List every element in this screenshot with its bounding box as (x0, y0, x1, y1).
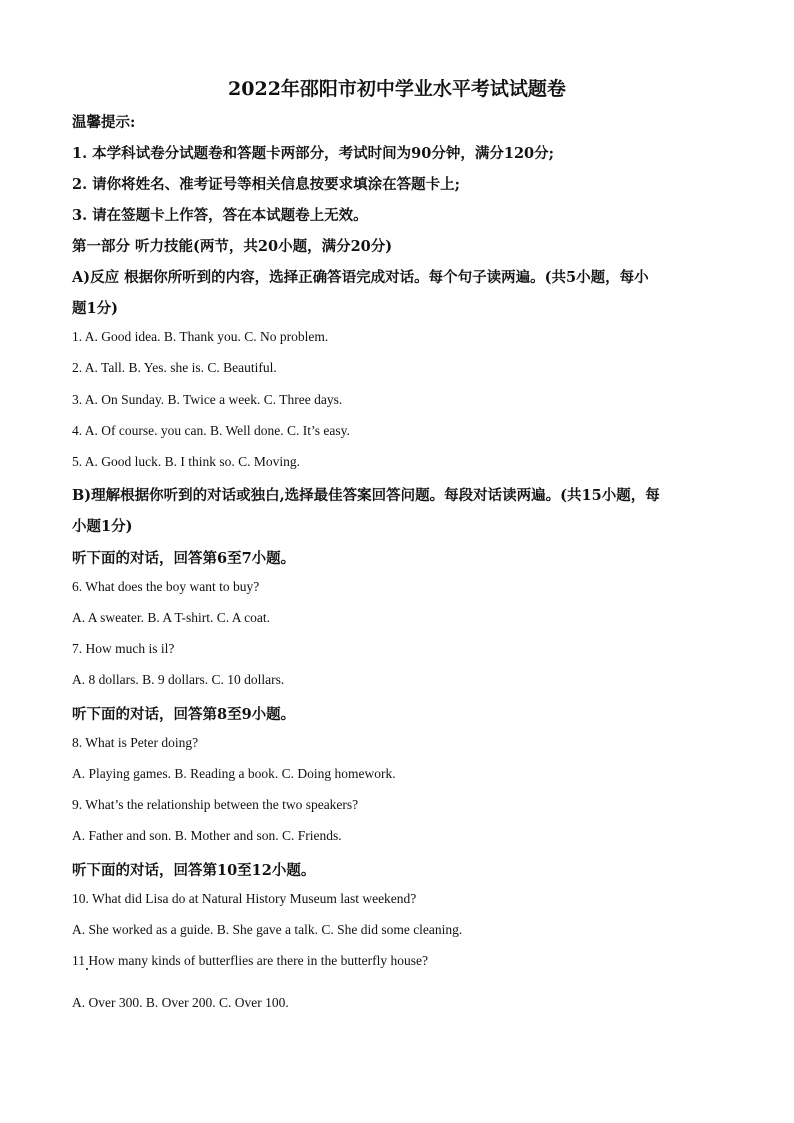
question-6-options: A. A sweater. B. A T-shirt. C. A coat. (72, 610, 271, 625)
part1-heading: 第一部分 听力技能(两节，共20小题，满分20分) (72, 238, 393, 255)
question-11: 11 How many kinds of butterflies are there in the butterfly house? (72, 953, 429, 968)
notice-item-3: 3. 请在签题卡上作答，答在本试题卷上无效。 (72, 207, 368, 224)
question-4: 4. A. Of course. you can. B. Well done. C. It’s easy. (72, 423, 350, 438)
section-b-heading-line2: 小题1分) (72, 518, 133, 535)
question-5: 5. A. Good luck. B. I think so. C. Moving. (72, 454, 301, 469)
question-10: 10. What did Lisa do at Natural History Museum last weekend? (72, 891, 417, 906)
section-a-heading-line1: A)反应 根据你所听到的内容，选择正确答语完成对话。每个句子读两遍。(共5小题，每小 (72, 269, 649, 286)
notice-heading: 温馨提示: (72, 114, 136, 131)
group-instruction-10-12: 听下面的对话，回答第10至12小题。 (72, 862, 316, 879)
question-6: 6. What does the boy want to buy? (72, 579, 260, 594)
notice-item-1: 1. 本学科试卷分试题卷和答题卡两部分，考试时间为90分钟，满分120分; (72, 145, 554, 162)
question-1: 1. A. Good idea. B. Thank you. C. No problem. (72, 329, 329, 344)
question-9-options: A. Father and son. B. Mother and son. C. Friends. (72, 828, 342, 843)
exam-title: 2022年邵阳市初中学业水平考试试题卷 (228, 78, 566, 100)
group-instruction-6-7: 听下面的对话，回答第6至7小题。 (72, 550, 296, 567)
stray-dot-mark (86, 968, 88, 970)
question-11-options: A. Over 300. B. Over 200. C. Over 100. (72, 995, 289, 1010)
section-a-heading-line2: 题1分) (72, 300, 118, 317)
question-8-options: A. Playing games. B. Reading a book. C. Doing homework. (72, 766, 396, 781)
section-b-heading-line1: B)理解根据你听到的对话或独白,选择最佳答案回答问题。每段对话读两遍。(共15小题，每 (72, 487, 660, 504)
question-9: 9. What’s the relationship between the two speakers? (72, 797, 359, 812)
question-7: 7. How much is il? (72, 641, 175, 656)
question-8: 8. What is Peter doing? (72, 735, 199, 750)
group-instruction-8-9: 听下面的对话，回答第8至9小题。 (72, 706, 296, 723)
question-3: 3. A. On Sunday. B. Twice a week. C. Three days. (72, 392, 343, 407)
notice-item-2: 2. 请你将姓名、准考证号等相关信息按要求填涂在答题卡上; (72, 176, 461, 193)
question-10-options: A. She worked as a guide. B. She gave a talk. C. She did some cleaning. (72, 922, 463, 937)
question-2: 2. A. Tall. B. Yes. she is. C. Beautiful. (72, 360, 277, 375)
question-7-options: A. 8 dollars. B. 9 dollars. C. 10 dollars. (72, 672, 285, 687)
